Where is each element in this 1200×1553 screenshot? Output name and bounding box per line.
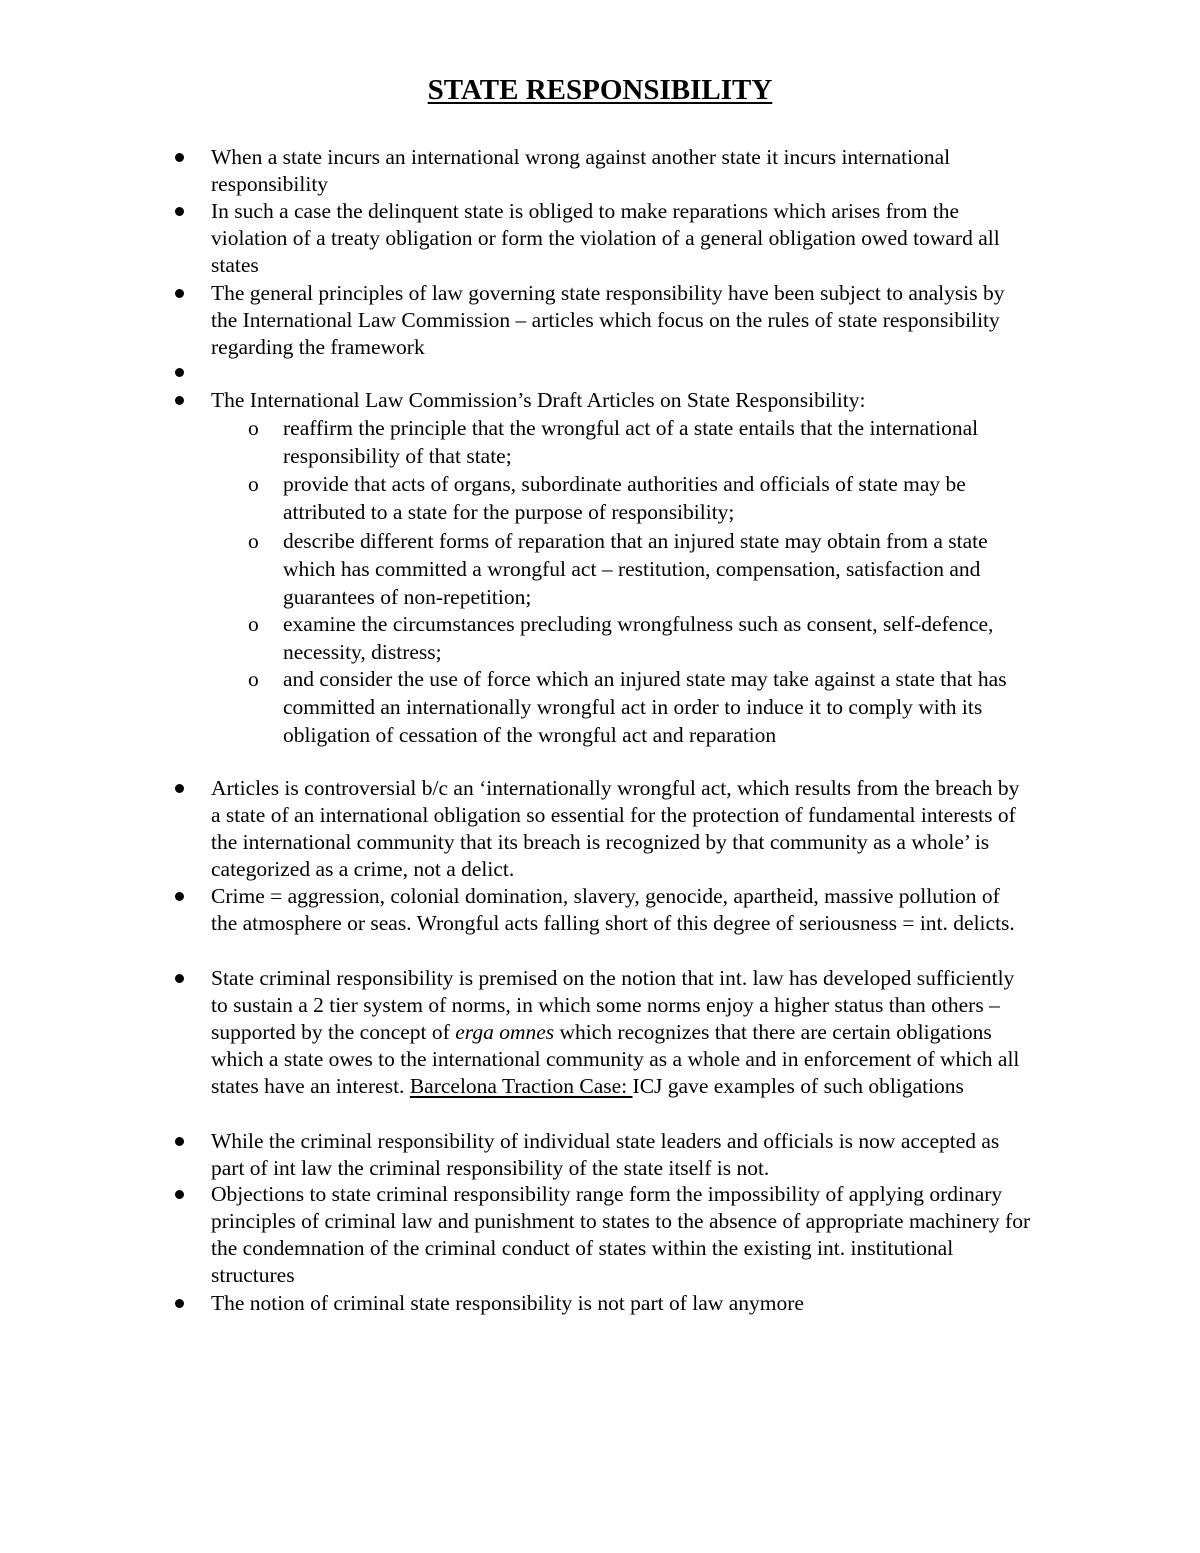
sub-bullet-item — [248, 414, 1023, 470]
bullet-item — [211, 1128, 1031, 1182]
sub-bullet-text: and consider the use of force which an injured state may take against a state that has committed an internationally wrongful act in order to induce it to comply with its obligation of cessation of the wrongful act and reparation — [283, 667, 1007, 747]
bullet-dot-icon — [175, 1137, 184, 1146]
bullet-dot-icon — [175, 207, 184, 216]
bullet-item — [211, 883, 1031, 937]
bullet-dot-icon — [175, 153, 184, 162]
bullet-text: Articles is controversial b/c an ‘internationally wrongful act, which results from the breach by a state of an international obligation so essential for the protection of fundamental interests of the international community that its breach is recognized by that community as a whole’ is categorized as a crime, not a delict. — [211, 776, 1020, 881]
sub-bullet-marker: o — [248, 612, 259, 636]
bullet-dot-icon — [175, 289, 184, 298]
bullet-text-part: State criminal responsibility is premised on the notion that int. law has developed sufficiently to sustain a 2 tier system of norms, in which some norms enjoy a higher status than others – supported by the concept of — [211, 966, 1015, 1044]
bullet-text: While the criminal responsibility of individual state leaders and officials is now accepted as part of int law the criminal responsibility of the state itself is not. — [211, 1129, 1000, 1180]
sub-bullet-item — [248, 610, 1023, 666]
bullet-item — [211, 280, 1031, 361]
sub-bullet-item — [248, 527, 1023, 611]
bullet-dot-icon — [175, 974, 184, 983]
bullet-text-part: ICJ gave examples of such obligations — [632, 1074, 964, 1098]
sub-bullet-text: provide that acts of organs, subordinate authorities and officials of state may be attributed to a state for the purpose of responsibility; — [283, 472, 966, 524]
bullet-dot-icon — [175, 1299, 184, 1308]
bullet-item-erga-omnes — [211, 965, 1031, 1100]
bullet-dot-icon — [175, 784, 184, 793]
sub-bullet-text: reaffirm the principle that the wrongful act of a state entails that the international responsibility of that state; — [283, 416, 979, 468]
bullet-item — [211, 775, 1031, 883]
sub-bullet-item — [248, 470, 1023, 526]
bullet-item — [211, 387, 1031, 414]
bullet-text: The International Law Commission’s Draft Articles on State Responsibility: — [211, 388, 866, 412]
case-name: Barcelona Traction Case: — [409, 1074, 633, 1098]
bullet-item — [211, 1290, 1031, 1317]
bullet-text: When a state incurs an international wrong against another state it incurs international responsibility — [211, 145, 951, 196]
bullet-dot-icon — [175, 396, 184, 405]
bullet-dot-icon — [175, 368, 184, 377]
sub-bullet-item — [248, 665, 1023, 749]
sub-bullet-marker: o — [248, 667, 259, 691]
page-title: STATE RESPONSIBILITY — [427, 74, 773, 106]
sub-bullet-marker: o — [248, 472, 259, 496]
bullet-text: Objections to state criminal responsibility range form the impossibility of applying ordinary principles of criminal law and punishment to states to the absence of appropriate machinery for the condemnation of the criminal conduct of states within the existing int. institutional structures — [211, 1182, 1031, 1287]
bullet-text: In such a case the delinquent state is obliged to make reparations which arises from the violation of a treaty obligation or form the violation of a general obligation owed toward all states — [211, 199, 1000, 277]
bullet-text: The general principles of law governing state responsibility have been subject to analysis by the International Law Commission – articles which focus on the rules of state responsibility regarding the framework — [211, 281, 1005, 359]
bullet-text: Crime = aggression, colonial domination, slavery, genocide, apartheid, massive pollution of the atmosphere or seas. Wrongful acts falling short of this degree of seriousness = int. delicts. — [211, 884, 1015, 935]
italic-term: erga omnes — [455, 1020, 555, 1044]
sub-bullet-marker: o — [248, 529, 259, 553]
bullet-dot-icon — [175, 892, 184, 901]
sub-bullet-text: examine the circumstances precluding wrongfulness such as consent, self-defence, necessity, distress; — [283, 612, 994, 664]
bullet-text — [211, 966, 1019, 1098]
bullet-text-part: which recognizes that there are certain obligations which a state owes to the international community as a whole and in enforcement of which all states have an interest. — [211, 1020, 1020, 1098]
bullet-item — [211, 144, 1031, 198]
sub-bullet-text: describe different forms of reparation that an injured state may obtain from a state which has committed a wrongful act – restitution, compensation, satisfaction and guarantees of non-repetition; — [283, 529, 988, 609]
bullet-item — [211, 1181, 1031, 1289]
bullet-text: The notion of criminal state responsibility is not part of law anymore — [211, 1291, 804, 1315]
bullet-dot-icon — [175, 1190, 184, 1199]
bullet-item — [211, 198, 1031, 279]
sub-bullet-marker: o — [248, 416, 259, 440]
